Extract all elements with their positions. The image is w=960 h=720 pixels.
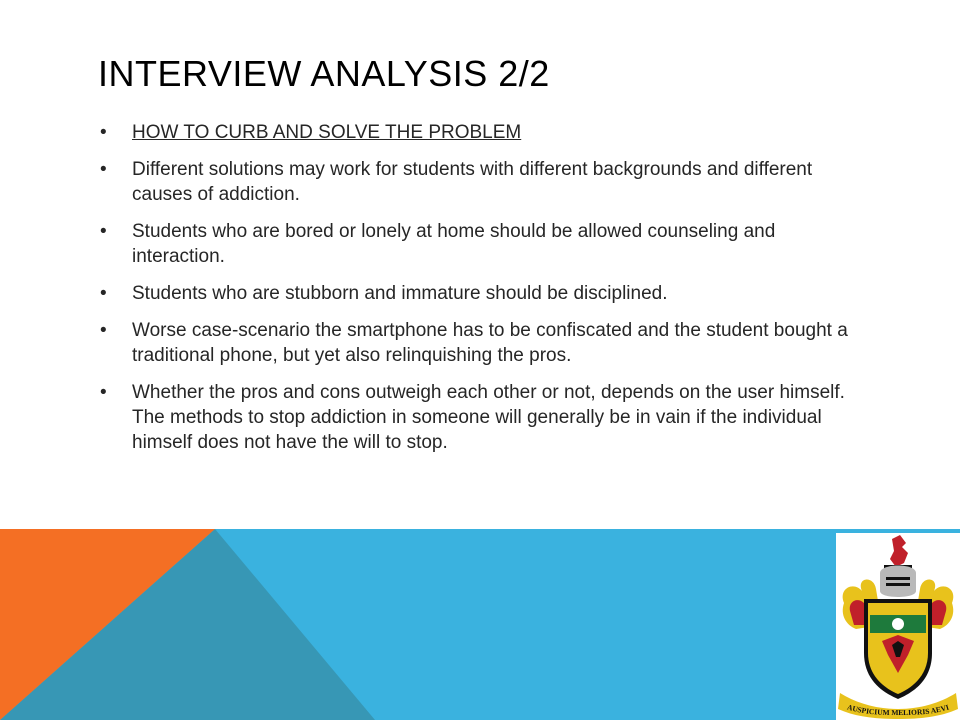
bullet-text: Students who are bored or lonely at home should be allowed counseling and interaction. (132, 221, 776, 267)
bullet-item (100, 318, 860, 368)
bullet-item (100, 219, 860, 269)
bullet-marker: • (100, 159, 107, 180)
bullet-marker: • (100, 122, 107, 143)
bullet-marker: • (100, 320, 107, 341)
bullet-item (100, 281, 860, 306)
crest-motto: AUSPICIUM MELIORIS AEVI (846, 702, 950, 718)
bullet-item-heading (100, 120, 860, 145)
bullet-item (100, 380, 860, 455)
bullet-list (100, 120, 860, 467)
bullet-marker: • (100, 382, 107, 403)
bullet-marker: • (100, 283, 107, 304)
bullet-text: Whether the pros and cons outweigh each other or not, depends on the user himself. The methods to stop addiction in someone will generally be in vain if the individual himself does not have the will to stop. (132, 382, 845, 453)
school-crest-logo (836, 533, 960, 720)
crest-emblem (836, 533, 960, 720)
slide-title: INTERVIEW ANALYSIS 2/2 (98, 53, 550, 94)
bullet-item (100, 157, 860, 207)
bullet-marker: • (100, 221, 107, 242)
bullet-text: Worse case-scenario the smartphone has to be confiscated and the student bought a traditional phone, but yet also relinquishing the pros. (132, 320, 848, 366)
decorative-footer-band (0, 529, 960, 720)
bullet-text: HOW TO CURB AND SOLVE THE PROBLEM (132, 122, 522, 143)
bullet-text: Students who are stubborn and immature should be disciplined. (132, 283, 668, 304)
bullet-text: Different solutions may work for students with different backgrounds and different causes of addiction. (132, 159, 813, 205)
